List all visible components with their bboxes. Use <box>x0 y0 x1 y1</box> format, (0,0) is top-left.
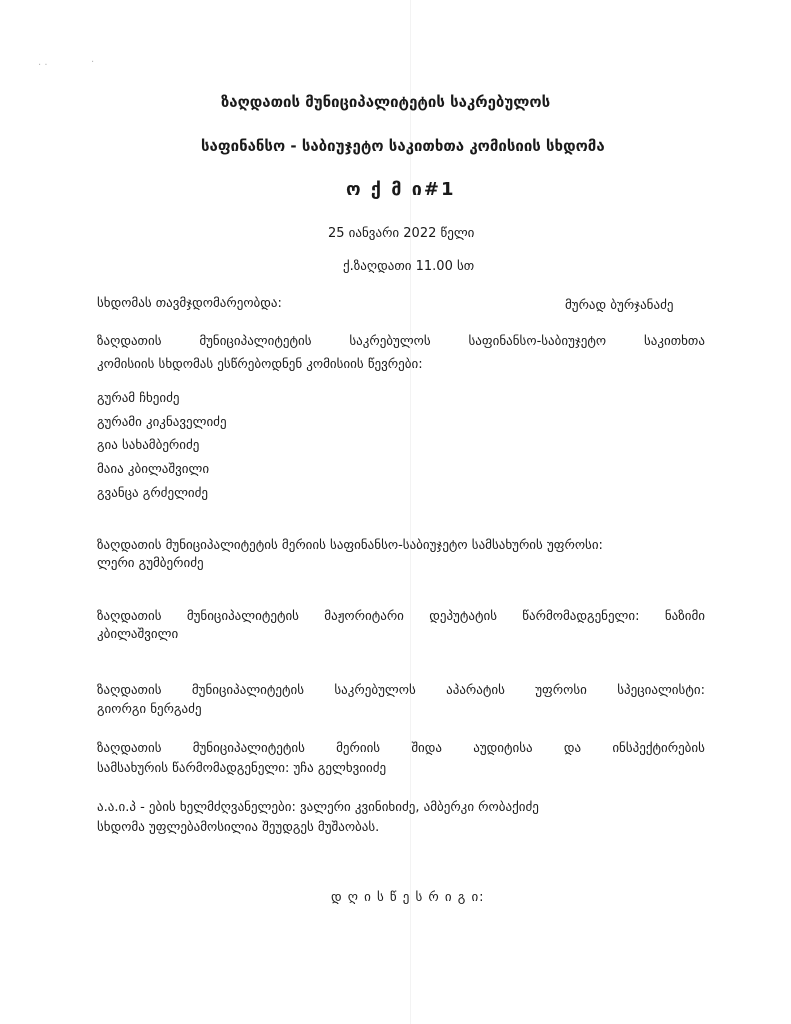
chair-name: მურად ბურჯანაძე <box>565 298 674 313</box>
word: ზაღდათის <box>97 683 162 698</box>
chair-label: სხდომას თავმჯდომარეობდა: <box>97 296 282 311</box>
attendance-line-1 <box>97 334 705 349</box>
specialist-name: გიორგი ნერგაძე <box>97 702 202 717</box>
word: მუნიციპალიტეტის <box>186 609 299 624</box>
member-name: გვანცა გრძელიძე <box>97 486 209 501</box>
word: მუნიციპალიტეტის <box>199 334 312 349</box>
word: წარმომადგენელი: <box>522 609 640 624</box>
word: ზაღდათის <box>97 609 162 624</box>
word: ნაზიმი <box>664 609 705 624</box>
word: საკრებულოს <box>349 334 431 349</box>
word: მაჟორიტარი <box>324 609 404 624</box>
member-name: მაია კბილაშვილი <box>97 462 210 477</box>
audit-rep-line-1 <box>97 741 705 756</box>
member-name: გურამი კიკნაველიძე <box>97 415 227 430</box>
word: მუნიციპალიტეტის <box>192 741 305 756</box>
member-name: გურამ ჩხეიძე <box>97 391 180 406</box>
majority-rep-line-1 <box>97 609 705 624</box>
finance-head-name: ლერი გუმბერიძე <box>97 556 204 571</box>
specialist-line-1 <box>97 683 705 698</box>
word: სპეციალისტი: <box>617 683 705 698</box>
word: უფროსი <box>535 683 587 698</box>
meeting-date: 25 იანვარი 2022 წელი <box>328 226 475 241</box>
word: ზაღდათის <box>97 741 162 756</box>
word: შიდა <box>411 741 443 756</box>
word: საკრებულოს <box>334 683 416 698</box>
quorum-statement: სხდომა უფლებამოსილია შეუდგეს მუშაობას. <box>97 820 380 835</box>
header-commission: საფინანსო - საბიუჯეტო საკითხთა კომისიის სხდომა <box>201 137 605 155</box>
word: ზაღდათის <box>97 334 162 349</box>
scan-speck: · <box>91 57 95 68</box>
minutes-title: ო ქ მ ი#1 <box>346 179 456 200</box>
meeting-place-time: ქ.ზაღდათი 11.00 სთ <box>343 259 475 274</box>
word: საკითხთა <box>643 334 705 349</box>
header-council: ზაღდათის მუნიციპალიტეტის საკრებულოს <box>221 93 551 111</box>
word: დეპუტატის <box>429 609 497 624</box>
word: მერიის <box>336 741 381 756</box>
attendance-line-2: კომისიის სხდომას ესწრებოდნენ კომისიის წევრები: <box>97 357 423 372</box>
word: და <box>563 741 582 756</box>
agenda-heading: დ ღ ი ს წ ე ს რ ი გ ი: <box>331 890 485 905</box>
word: ინსპექტირების <box>612 741 705 756</box>
scan-speck: · · <box>38 60 48 71</box>
finance-head-title: ზაღდათის მუნიციპალიტეტის მერიის საფინანსო-საბიუჯეტო სამსახურის უფროსი: <box>97 538 603 553</box>
majority-rep-name: კბილაშვილი <box>97 627 179 642</box>
word: აპარატის <box>446 683 505 698</box>
word: აუდიტისა <box>473 741 533 756</box>
ngo-heads: ა.ა.ი.პ - ების ხელმძღვანელები: ვალერი კვინიხიძე, ამბერკი რობაქიძე <box>97 800 539 815</box>
member-name: გია სახამბერიძე <box>97 438 200 453</box>
word: მუნიციპალიტეტის <box>191 683 305 698</box>
audit-rep-name: სამსახურის წარმომადგენელი: უჩა გელხვიიძე <box>97 761 387 776</box>
word: საფინანსო-საბიუჯეტო <box>468 334 607 349</box>
